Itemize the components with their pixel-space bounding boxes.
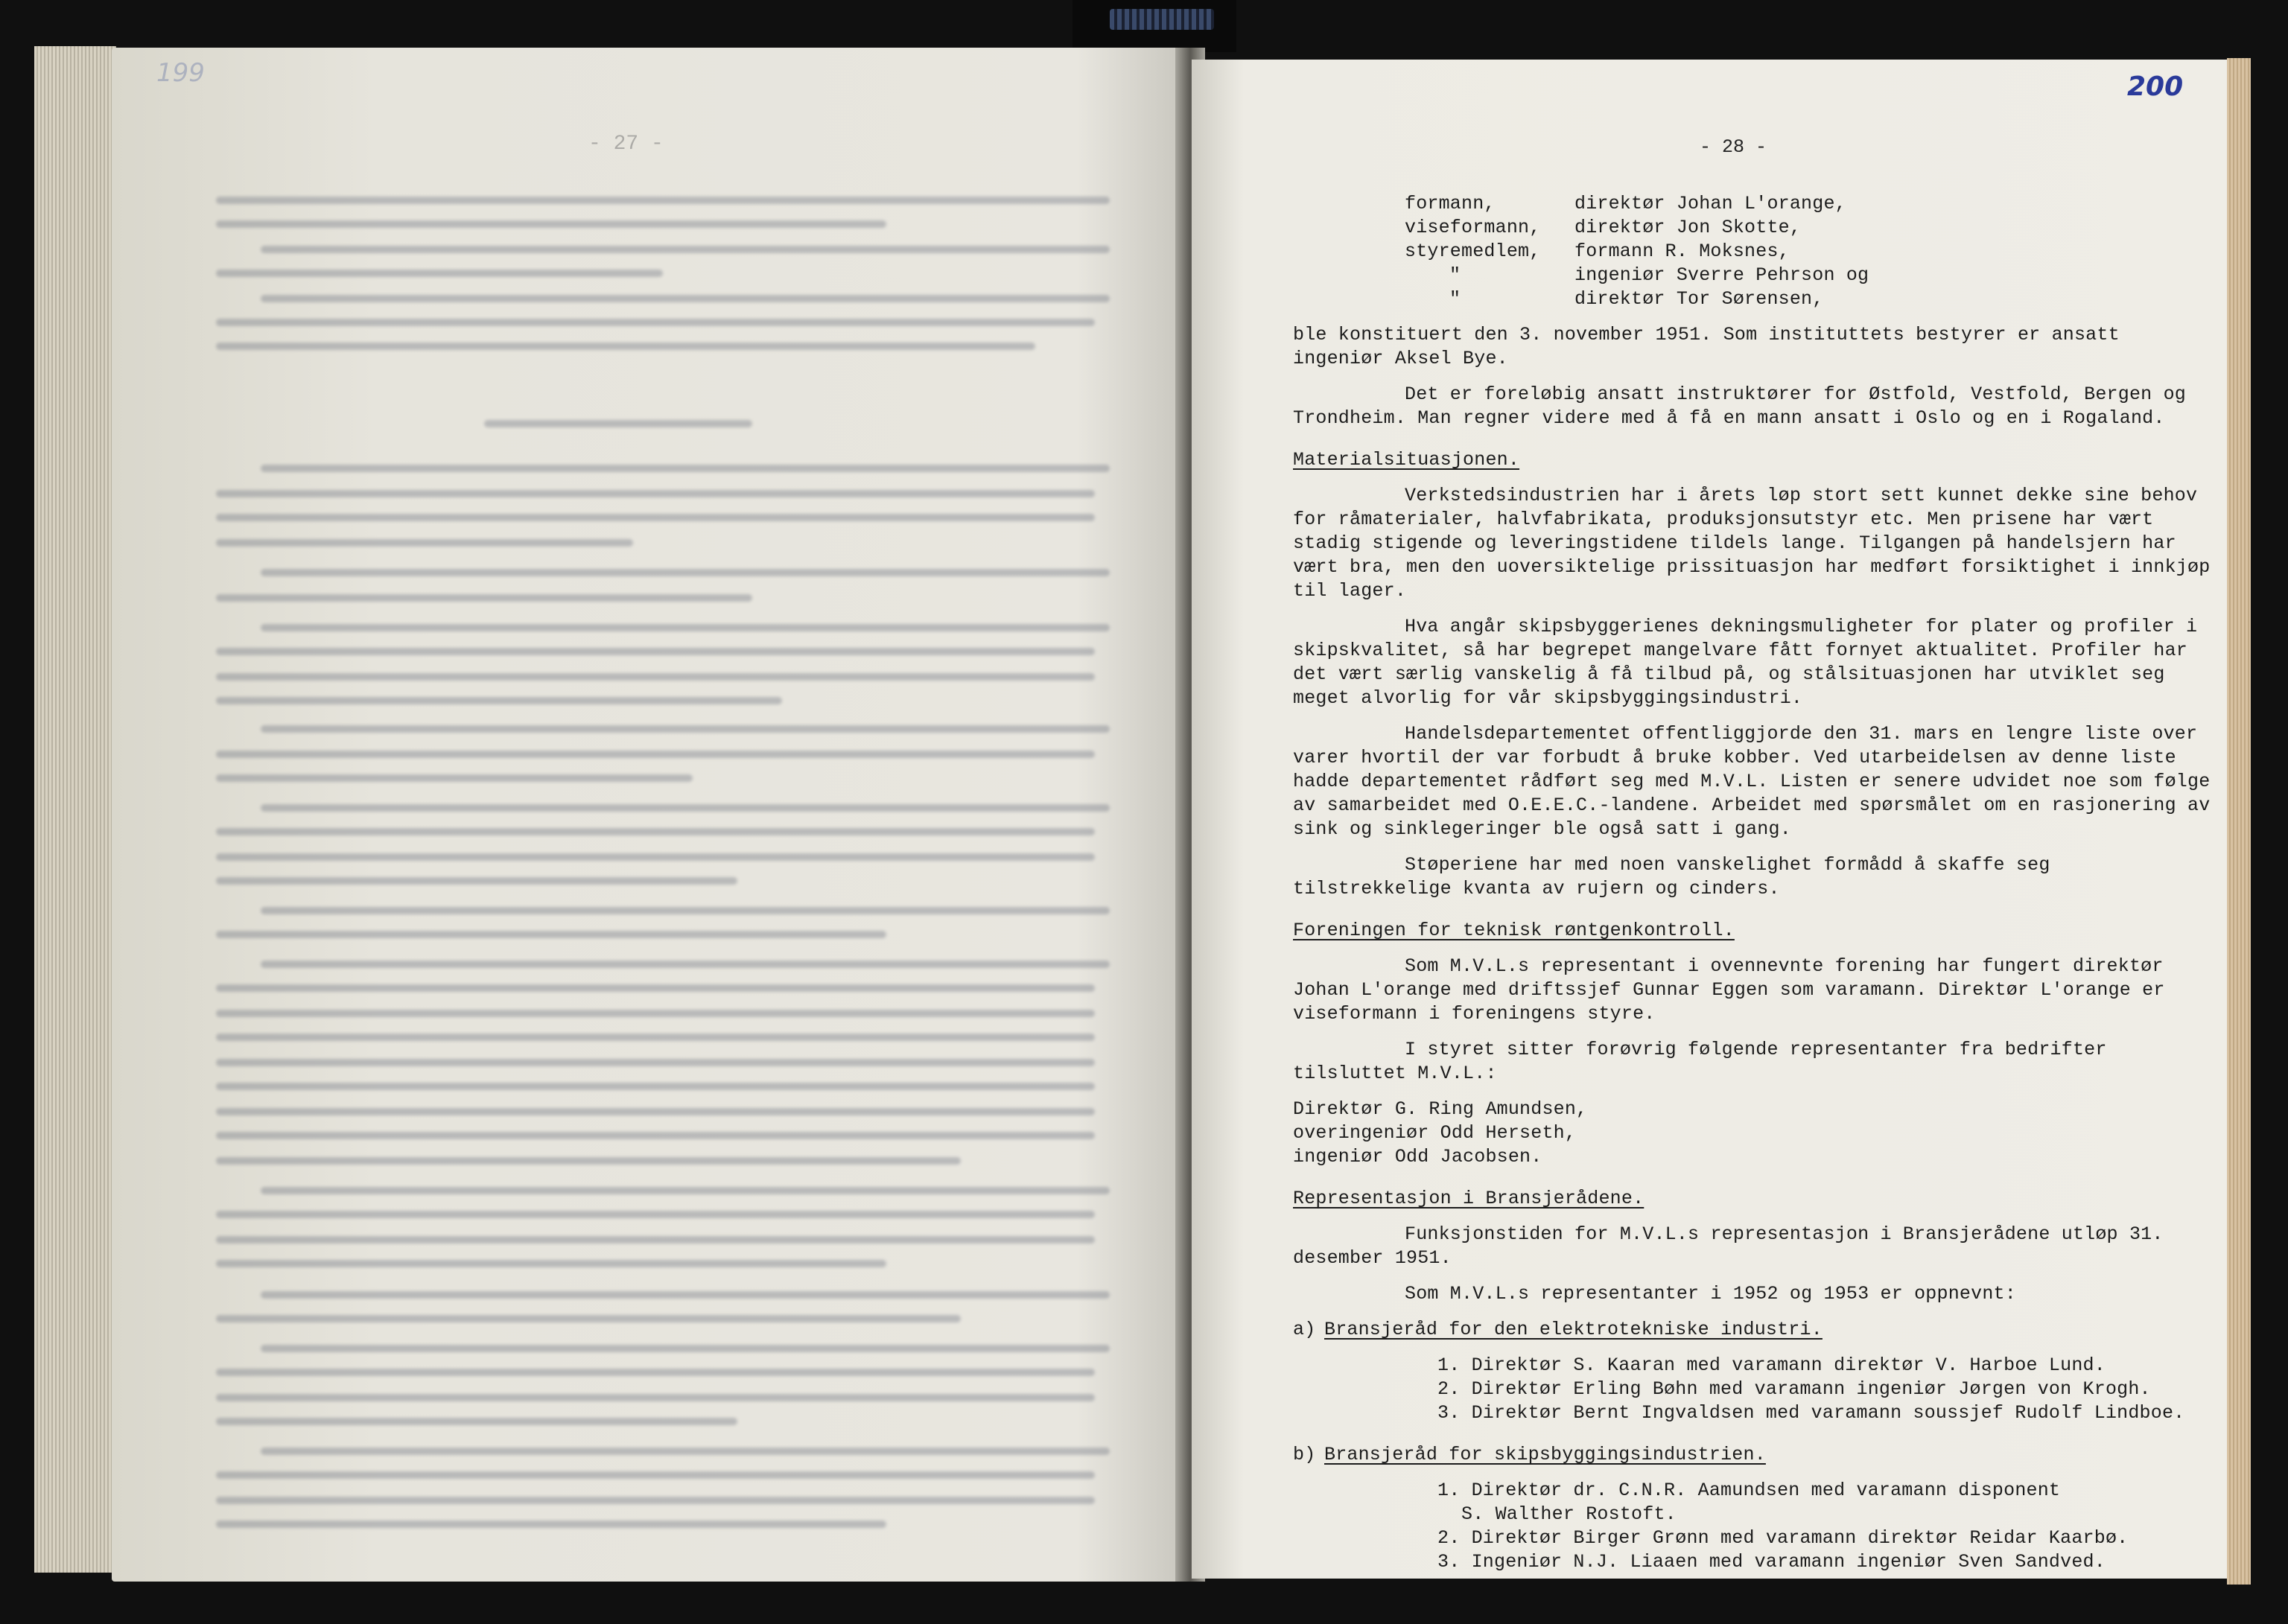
council-b-name: Bransjeråd for skipsbyggingsindustrien. bbox=[1324, 1444, 1766, 1465]
council-b-label: b) bbox=[1293, 1444, 1316, 1465]
board-member: direktør Jon Skotte, bbox=[1574, 217, 1802, 238]
right-page-text bbox=[1293, 192, 2216, 1574]
council-a-label: a) bbox=[1293, 1319, 1316, 1340]
councils-heading: Representasjon i Bransjerådene. bbox=[1293, 1188, 1644, 1209]
board-member: formann R. Moksnes, bbox=[1574, 241, 1790, 262]
board-role: viseformann, bbox=[1405, 217, 1541, 238]
page-number: - 28 - bbox=[1700, 136, 1767, 158]
xray-heading: Foreningen for teknisk røntgenkontroll. bbox=[1293, 920, 1735, 941]
board-role: " bbox=[1449, 288, 1461, 310]
council-a-title bbox=[1293, 1318, 2216, 1342]
materials-paragraph-2: Hva angår skipsbyggerienes dekningsmuligheter for plater og profiler i skipskvalitet, så har begrepet mangelvare fått fornyet aktualitet. Profiler har det vært særlig vanskelig å få tilbud på, og stålsituasjonen har utviklet seg meget alvorlig for vår skipsbyggingsindustri. bbox=[1293, 616, 2198, 709]
board-member: direktør Tor Sørensen, bbox=[1574, 288, 1824, 310]
materials-paragraph-4: Støperiene har med noen vanskelighet formådd å skaffe seg tilstrekkelige kvanta av rujern og cinders. bbox=[1293, 854, 2050, 899]
xray-member: Direktør G. Ring Amundsen, bbox=[1293, 1098, 1588, 1120]
council-b-list bbox=[1437, 1479, 2216, 1574]
list-item: 2. Direktør Birger Grønn med varamann direktør Reidar Kaarbø. bbox=[1437, 1527, 2129, 1549]
materials-paragraph-1: Verkstedsindustrien har i årets løp stort sett kunnet dekke sine behov for råmaterialer, halvfabrikata, produksjonsutstyr etc. Men prisene har vært stadig stigende og leveringstidene tildels lange. Tilgangen på handelsjern har vært bra, men den uoversiktelige prissituasjon har medført forsiktighet i innkjøp til lager. bbox=[1293, 485, 2211, 602]
council-a-name: Bransjeråd for den elektrotekniske industri. bbox=[1324, 1319, 1823, 1340]
instructors-paragraph: Det er foreløbig ansatt instruktører for Østfold, Vestfold, Bergen og Trondheim. Man regner videre med å få en mann ansatt i Oslo og en i Rogaland. bbox=[1293, 383, 2186, 429]
board-role: " bbox=[1449, 264, 1461, 286]
xray-paragraph-1: Som M.V.L.s representant i ovennevnte forening har fungert direktør Johan L'orange med driftssjef Gunnar Eggen som varamann. Direktør L'orange er viseformann i foreningens styre. bbox=[1293, 955, 2165, 1025]
intro-paragraph: ble konstituert den 3. november 1951. Som instituttets bestyrer er ansatt ingeniør Aksel Bye. bbox=[1293, 324, 2120, 369]
bookmark-ribbon bbox=[1110, 9, 1214, 30]
board-list bbox=[1405, 192, 2216, 311]
councils-paragraph-1: Funksjonstiden for M.V.L.s representasjon i Bransjerådene utløp 31. desember 1951. bbox=[1293, 1223, 2164, 1269]
left-page-number: - 27 - bbox=[588, 133, 664, 156]
folio-number: 200 bbox=[2127, 71, 2184, 102]
board-role: formann, bbox=[1405, 193, 1496, 214]
xray-paragraph-2: I styret sitter forøvrig følgende representanter fra bedrifter tilsluttet M.V.L.: bbox=[1293, 1039, 2107, 1084]
board-role: styremedlem, bbox=[1405, 241, 1541, 262]
left-page bbox=[112, 48, 1184, 1582]
list-item: 1. Direktør S. Kaaran med varamann direktør V. Harboe Lund. bbox=[1437, 1354, 2106, 1376]
board-member: direktør Johan L'orange, bbox=[1574, 193, 1846, 214]
council-a-list bbox=[1437, 1354, 2216, 1425]
left-page-stack bbox=[34, 46, 116, 1573]
bleed-through-text bbox=[112, 48, 1184, 1582]
list-item: 3. Ingeniør N.J. Liaaen med varamann ingeniør Sven Sandved. bbox=[1437, 1551, 2106, 1573]
board-member: ingeniør Sverre Pehrson og bbox=[1574, 264, 1869, 286]
xray-member: ingeniør Odd Jacobsen. bbox=[1293, 1146, 1542, 1168]
list-item: 2. Direktør Erling Bøhn med varamann ingeniør Jørgen von Krogh. bbox=[1437, 1378, 2151, 1400]
materials-heading: Materialsituasjonen. bbox=[1293, 449, 1520, 471]
list-item: 1. Direktør dr. C.N.R. Aamundsen med varamann disponent bbox=[1437, 1480, 2061, 1501]
xray-member: overingeniør Odd Herseth, bbox=[1293, 1122, 1577, 1144]
materials-paragraph-3: Handelsdepartementet offentliggjorde den 31. mars en lengre liste over varer hvortil der var forbudt å bruke kobber. Ved utarbeidelsen av denne liste hadde departementet rådført seg med M.V.L. Listen er senere udvidet noe som følge av samarbeidet med O.E.E.C.-landene. Arbeidet med spørsmålet om en rasjonering av sink og sinklegeringer ble også satt i gang. bbox=[1293, 723, 2211, 840]
right-page-edges bbox=[2227, 58, 2251, 1585]
left-handwritten-number: 199 bbox=[156, 58, 205, 88]
council-b-title bbox=[1293, 1443, 2216, 1467]
councils-paragraph-2: Som M.V.L.s representanter i 1952 og 1953 er oppnevnt: bbox=[1405, 1283, 2016, 1305]
list-item-continuation: S. Walther Rostoft. bbox=[1461, 1503, 1677, 1525]
list-item: 3. Direktør Bernt Ingvaldsen med varamann soussjef Rudolf Lindboe. bbox=[1437, 1402, 2185, 1424]
